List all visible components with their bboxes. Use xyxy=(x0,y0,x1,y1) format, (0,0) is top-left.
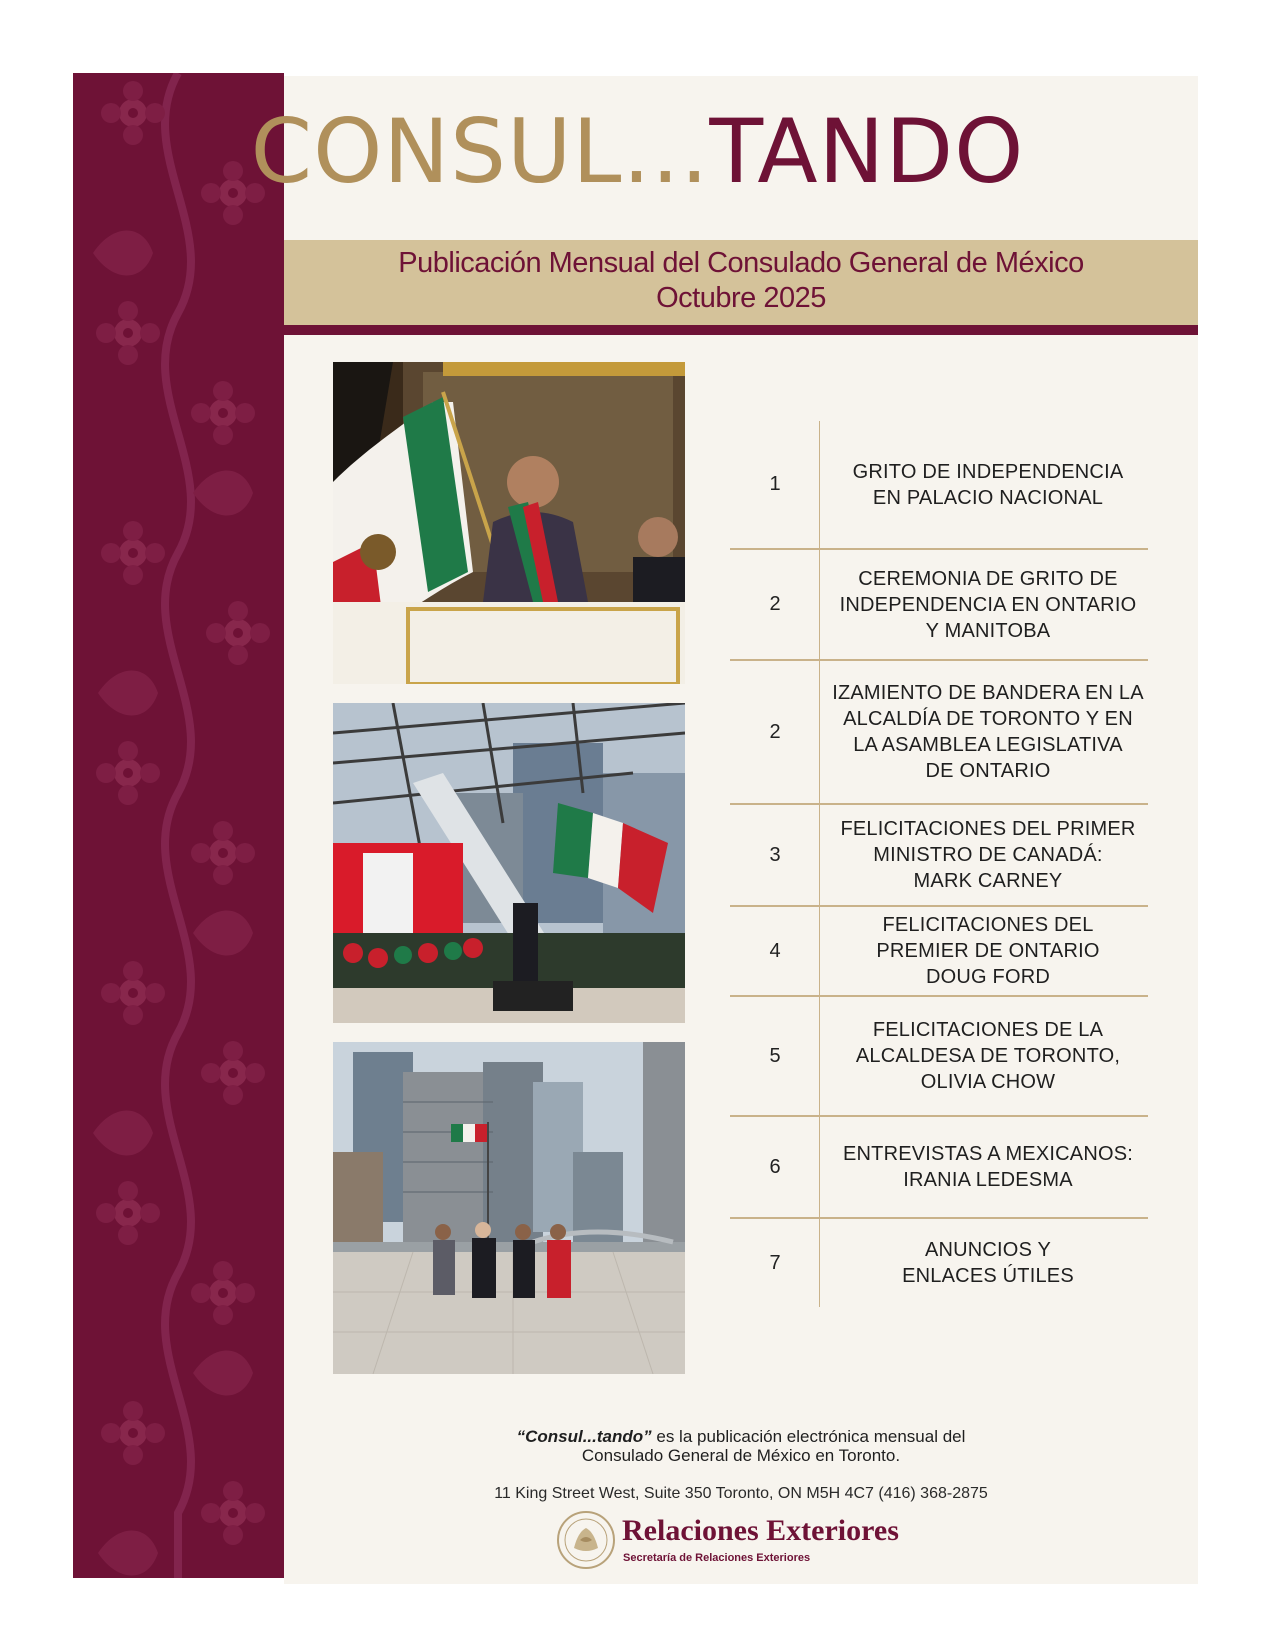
floral-pattern xyxy=(73,73,284,1578)
subtitle-divider xyxy=(284,325,1198,335)
toc-entry[interactable] xyxy=(730,661,1148,803)
sre-logo[interactable] xyxy=(556,1510,906,1576)
description-text: es la publicación electrónica mensual del xyxy=(651,1427,966,1446)
toc-entry-title: FELICITACIONES DEL PREMIER DE ONTARIO DOUG FORD xyxy=(876,914,1100,988)
ornamental-side-band xyxy=(73,73,284,1578)
toc-entry-title: IZAMIENTO DE BANDERA EN LA ALCALDÍA DE TORONTO Y EN LA ASAMBLEA LEGISLATIVA DE ONTARIO xyxy=(832,682,1144,782)
toc-page-number: 4 xyxy=(769,939,781,962)
subtitle-publication: Publicación Mensual del Consulado General de México xyxy=(398,247,1084,279)
toc-entry-title: ANUNCIOS Y ENLACES ÚTILES xyxy=(902,1239,1074,1287)
toc-entry[interactable] xyxy=(730,997,1148,1115)
toc-page-number: 1 xyxy=(769,473,781,495)
toc-entry[interactable] xyxy=(730,805,1148,905)
toc-entry[interactable] xyxy=(730,550,1148,659)
toc-entry-title: FELICITACIONES DE LA ALCALDESA DE TORONTO, OLIVIA CHOW xyxy=(855,1019,1121,1093)
toc-page-number: 3 xyxy=(769,843,781,866)
toc-entry[interactable] xyxy=(730,1219,1148,1307)
footer-description xyxy=(284,1427,1198,1465)
toc-entry[interactable] xyxy=(730,1117,1148,1217)
toc-page-number: 2 xyxy=(769,720,781,743)
subtitle-issue-date: Octubre 2025 xyxy=(656,282,826,314)
toc-page-number: 2 xyxy=(769,593,781,615)
title-part-gold: CONSUL... xyxy=(250,100,710,203)
toc-entry-title: CEREMONIA DE GRITO DE INDEPENDENCIA EN ONTARIO Y MANITOBA xyxy=(839,567,1137,642)
description-text-line2: Consulado General de México en Toronto. xyxy=(581,1446,901,1465)
toc-page-number: 6 xyxy=(769,1155,781,1178)
toc-entry-title: FELICITACIONES DEL PRIMER MINISTRO DE CANADÁ: MARK CARNEY xyxy=(840,818,1136,892)
title-part-wine: TANDO xyxy=(709,100,1025,203)
photo-grito-palacio-nacional xyxy=(333,362,685,684)
photo-ceremonia-ontario xyxy=(333,703,685,1023)
toc-page-number: 5 xyxy=(769,1044,781,1067)
consulate-address: 11 King Street West, Suite 350 Toronto, ON M5H 4C7 (416) 368-2875 xyxy=(494,1485,988,1502)
toc-entry[interactable] xyxy=(730,421,1148,548)
org-name: Relaciones Exteriores xyxy=(622,1514,899,1547)
org-subtitle: Secretaría de Relaciones Exteriores xyxy=(623,1552,811,1564)
toc-entry-title: ENTREVISTAS A MEXICANOS: IRANIA LEDESMA xyxy=(842,1143,1134,1191)
publication-name: “Consul...tando” xyxy=(516,1427,652,1446)
photo-izamiento-bandera xyxy=(333,1042,685,1374)
subtitle xyxy=(284,246,1198,316)
toc-page-number: 7 xyxy=(769,1251,781,1274)
national-seal-icon xyxy=(556,1510,616,1570)
toc-entry-title: GRITO DE INDEPENDENCIA EN PALACIO NACIONAL xyxy=(852,460,1124,509)
toc-entry[interactable] xyxy=(730,907,1148,995)
masthead-title xyxy=(0,100,1275,203)
